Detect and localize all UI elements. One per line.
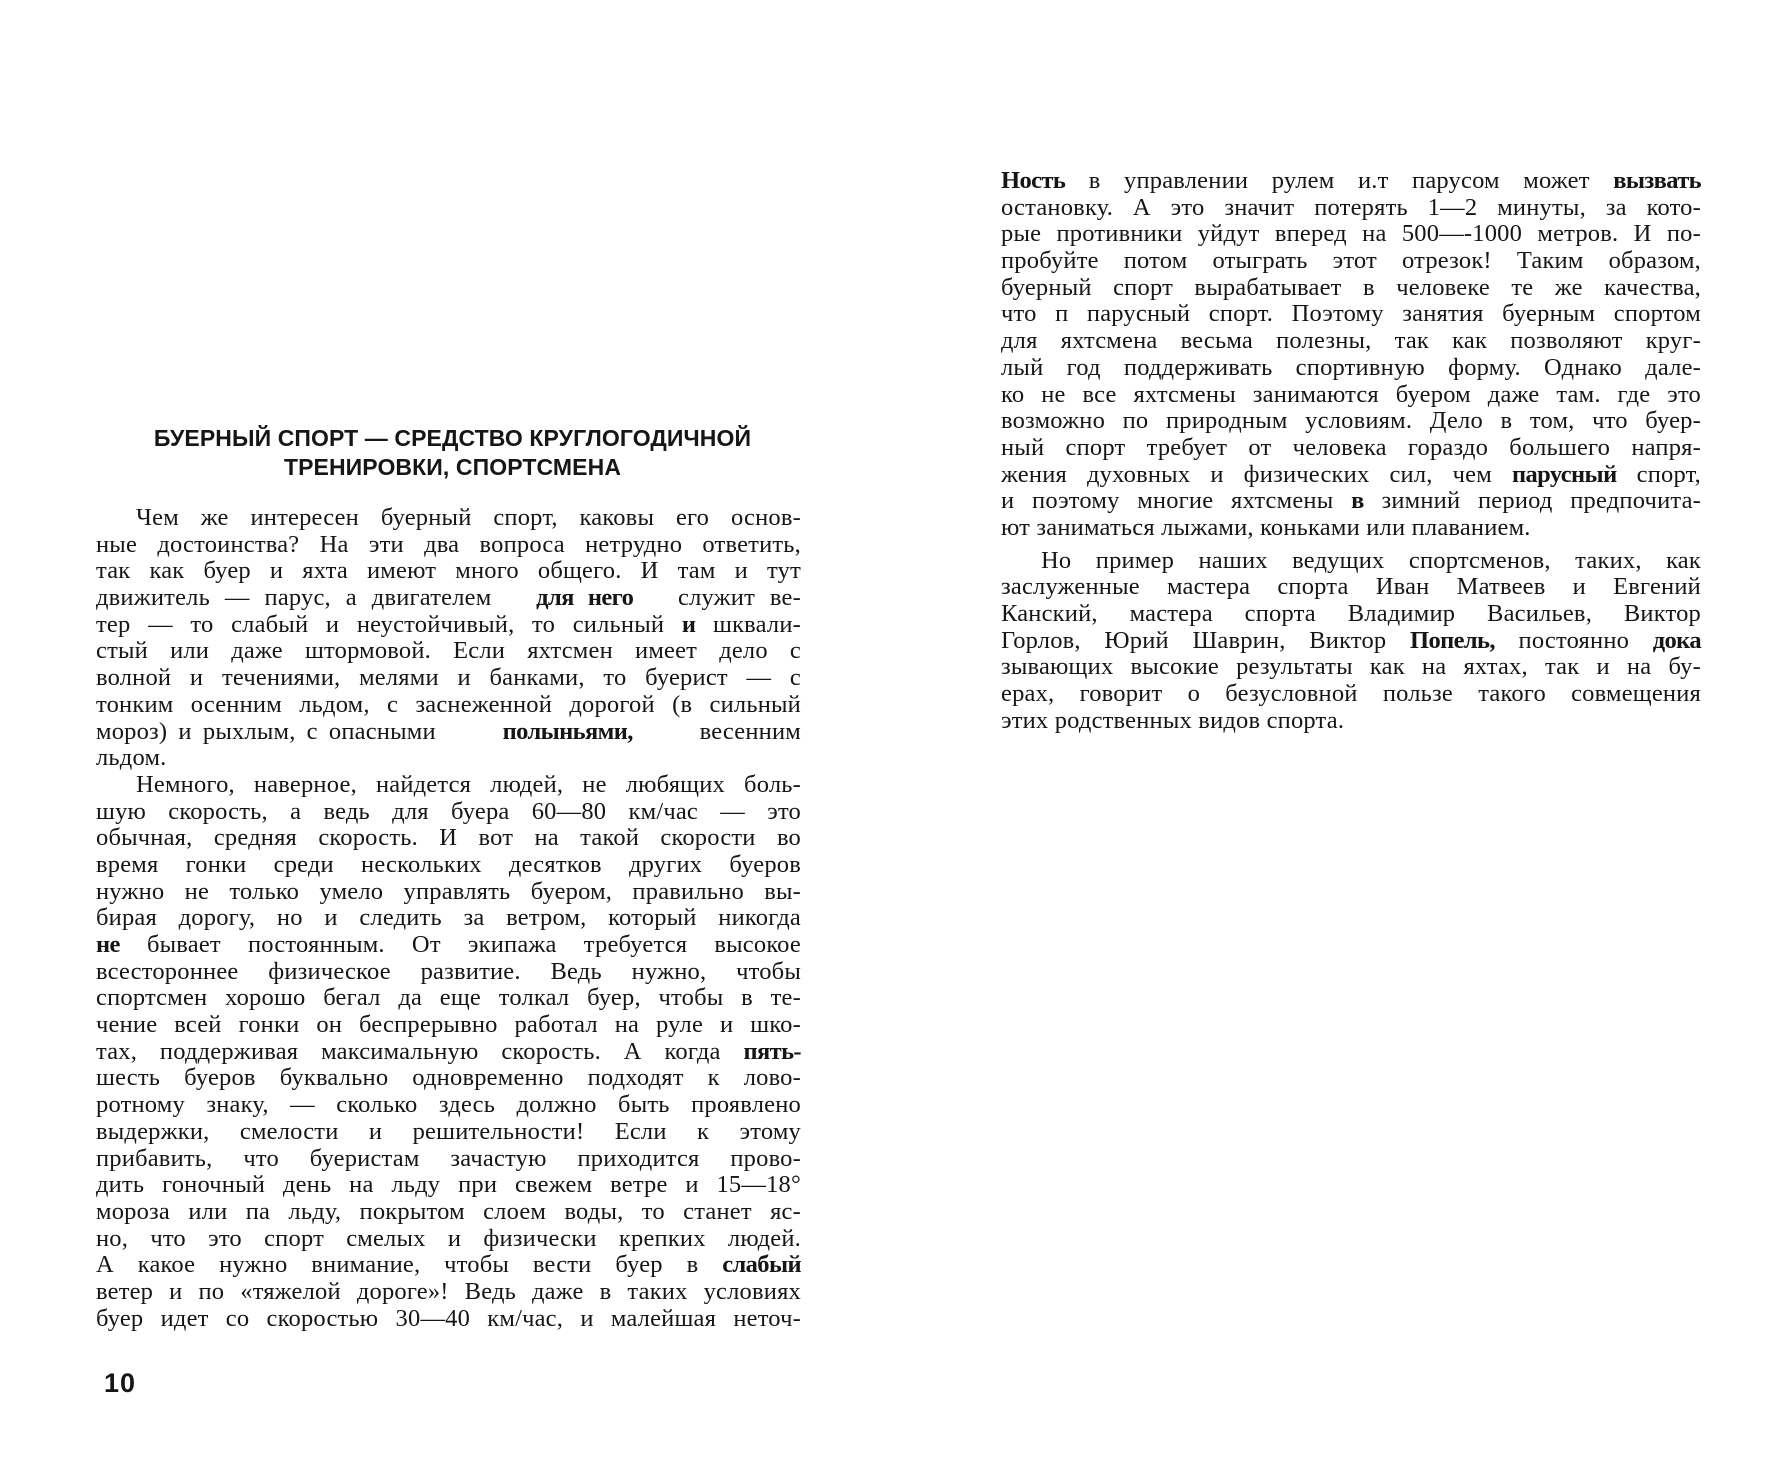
left-text-column [96,505,801,1332]
text-line: мороза или па льду, покрытом слоем воды, то станет яс- [96,1197,801,1225]
text-line: Но пример наших ведущих спортсменов, таких, как [1041,546,1701,574]
text-line: движитель — парус, а двигателем для него служит ве- [96,584,801,612]
text-line: не бывает постоянным. От экипажа требуется высокое [96,931,801,958]
text-line: Чем же интересен буерный спорт, каковы его основ- [136,504,801,531]
text-line: шую скорость, а ведь для буера 60—80 км/час — это [96,797,801,825]
text-line: возможно по природным условиям. Дело в том, что буер- [1001,407,1701,435]
text-line: остановку. А это значит потерять 1—2 минуты, за кото- [1001,193,1701,221]
text-line: лый год поддерживать спортивную форму. Однако дале- [1001,353,1701,381]
paragraph-1 [1001,168,1701,542]
bold-word: пять- [743,1037,801,1065]
bold-word: и [681,610,696,638]
text-line: стый или даже штормовой. Если яхтсмен имеет дело с [96,637,801,665]
text-line: чение всей гонки он беспрерывно работал на руле и шко- [96,1011,801,1039]
text-line: буерный спорт вырабатывает в человеке те же качества, [1001,273,1701,301]
text-line: ветер и по «тяжелой дороге»! Ведь даже в таких условиях [96,1277,801,1305]
text-line: ные достоинства? На эти два вопроса нетрудно ответить, [96,530,801,558]
section-heading [130,424,775,482]
text-line: Канский, мастера спорта Владимир Васильев, Виктор [1001,600,1701,627]
text-line: тонким осенним льдом, с заснеженной дорогой (в сильный [96,690,801,718]
bold-word: парусный [1511,460,1617,488]
text-line: заслуженные мастера спорта Иван Матвеев и Евгений [1001,573,1701,601]
text-line: спортсмен хорошо бегал да еще толкал буер, чтобы в те- [96,984,801,1012]
bold-word: для него [536,584,634,612]
text-line: жения духовных и физических сил, чем парусный спорт, [1001,460,1701,488]
text-line: ют заниматься лыжами, коньками или плаванием. [1001,513,1531,541]
text-line: нужно не только умело управлять буером, правильно вы- [96,877,801,905]
heading-line-2: ТРЕНИРОВКИ, СПОРТСМЕНА [283,454,622,480]
bold-word: дока [1652,626,1701,654]
text-line: буер идет со скоростью 30—40 км/час, и малейшая неточ- [96,1304,801,1332]
heading-line-1: БУЕРНЫЙ СПОРТ — СРЕДСТВО КРУГЛОГОДИЧНОЙ [153,425,752,451]
page-number: 10 [104,1368,137,1398]
text-line: ротному знаку, — сколько здесь должно быть проявлено [96,1091,801,1119]
text-line: но, что это спорт смелых и физически крепких людей. [96,1224,801,1252]
text-line: время гонки среди нескольких десятков других буеров [96,850,801,878]
text-line: бирая дорогу, но и следить за ветром, который никогда [96,904,801,932]
bold-word: в [1351,487,1364,515]
text-line: ерах, говорит о безусловной пользе такого совмещения [1001,680,1701,708]
text-line: Горлов, Юрий Шаврин, Виктор Попель, постоянно дока [1001,626,1701,654]
text-line: тер — то слабый и неустойчивый, то сильный и шквали- [96,610,801,638]
paragraph-2 [96,772,801,1332]
text-line: выдержки, смелости и решительности! Если к этому [96,1117,801,1145]
text-line: зывающих высокие результаты как на яхтах, так и на бу- [1001,653,1701,681]
text-line: мороз) и рыхлым, с опасными полыньями, весенним [96,717,802,745]
text-line: шесть буеров буквально одновременно подходят к лово- [96,1064,801,1092]
text-line: всестороннее физическое развитие. Ведь нужно, чтобы [96,957,801,985]
bold-word: полыньями, [502,717,633,745]
text-line: Немного, наверное, найдется людей, не любящих боль- [136,770,801,798]
right-text-column [1001,168,1701,734]
text-line: рые противники уйдут вперед на 500—-1000 метров. И по- [1001,220,1701,248]
bold-word: не [96,931,120,958]
text-line: А какое нужно внимание, чтобы вести буер в слабый [96,1251,801,1279]
text-line: тах, поддерживая максимальную скорость. А когда пять- [96,1037,801,1065]
text-line: льдом. [96,744,167,772]
text-line: так как буер и яхта имеют много общего. И там и тут [96,557,801,585]
text-line: Ность в управлении рулем и.т парусом может вызвать [1001,167,1702,194]
text-line: для яхтсмена весьма полезны, так как позволяют круг- [1001,327,1701,355]
text-line: обычная, средняя скорость. И вот на такой скорости во [96,824,801,852]
text-line: пробуйте потом отыграть этот отрезок! Таким образом, [1001,247,1701,275]
paragraph-1 [96,505,801,772]
bold-word: Ность [1001,167,1066,194]
text-line: дить гоночный день на льду при свежем ветре и 15—18° [96,1171,801,1199]
text-line: ко не все яхтсмены занимаются буером даже там. где это [1001,380,1701,408]
text-line: что п парусный спорт. Поэтому занятия буерным спортом [1001,300,1701,328]
text-line: ный спорт требует от человека гораздо большего напря- [1001,433,1701,461]
bold-word: слабый [722,1251,801,1279]
text-line: этих родственных видов спорта. [1001,706,1345,734]
paragraph-2 [1001,548,1701,735]
text-line: прибавить, что буеристам зачастую приходится прово- [96,1144,801,1172]
text-line: и поэтому многие яхтсмены в зимний период предпочита- [1001,487,1702,515]
bold-word: Попель, [1409,626,1495,654]
text-line: волной и течениями, мелями и банками, то буерист — с [96,664,801,692]
bold-word: вызвать [1613,167,1702,194]
